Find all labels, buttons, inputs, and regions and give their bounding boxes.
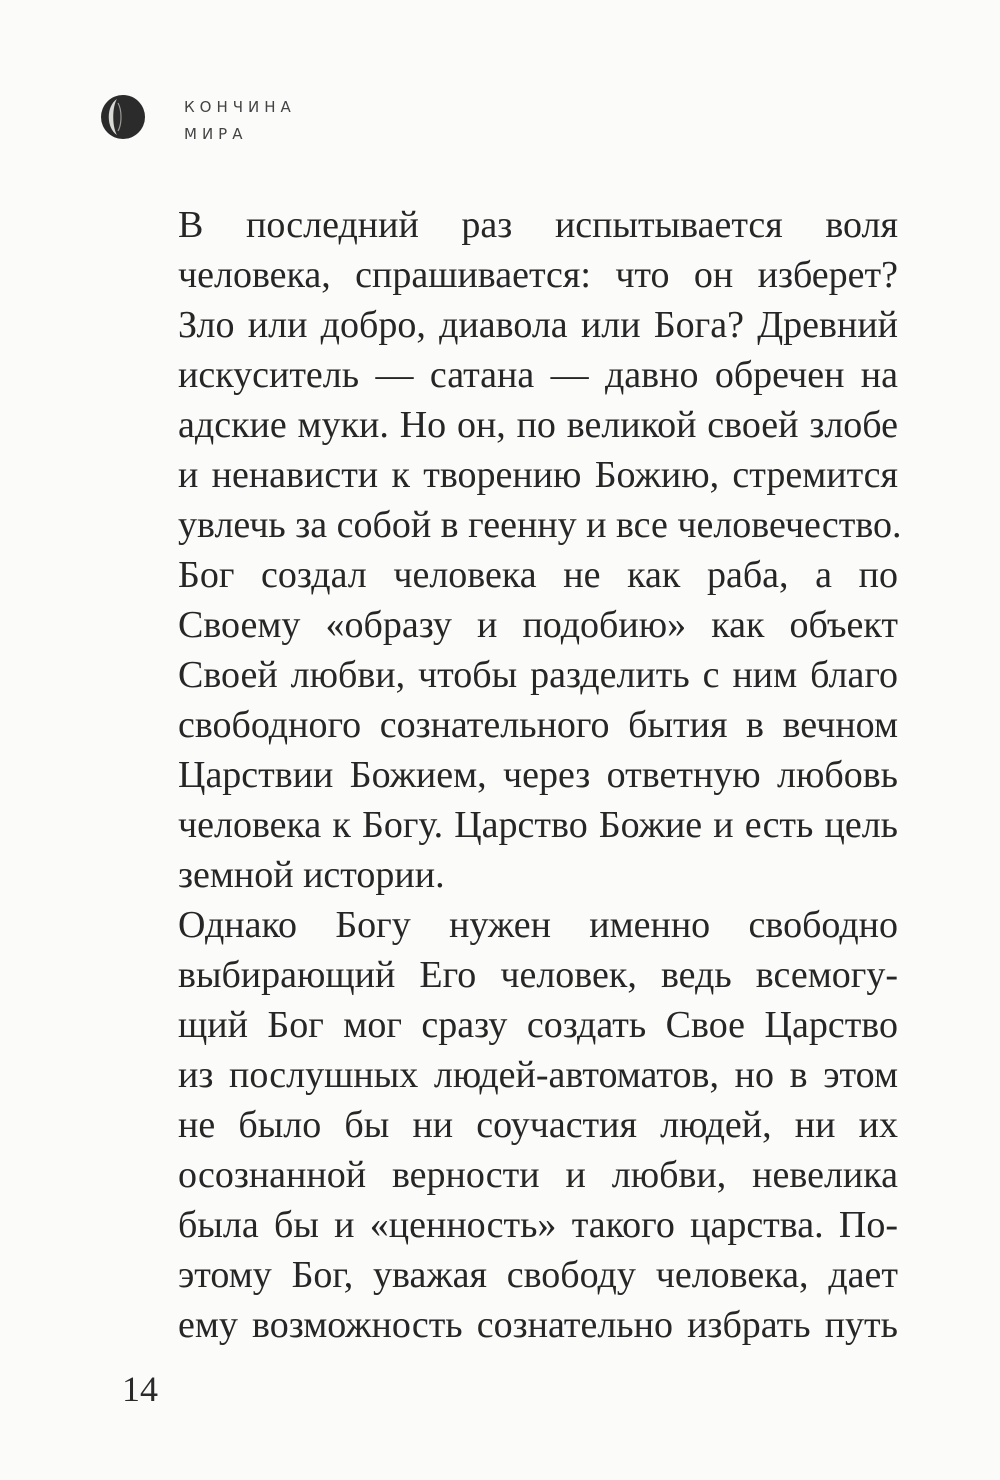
text-line: искуситель — сатана — давно обречен на: [178, 354, 898, 396]
paragraph-1: [122, 200, 902, 550]
text-line: Однако Богу нужен именно свободно: [178, 904, 898, 946]
text-line: этому Бог, уважая свободу человека, дает: [178, 1254, 898, 1296]
text-line: Царствии Божием, через ответную любовь: [178, 754, 898, 796]
text-line: адские муки. Но он, по великой своей злобе: [178, 404, 898, 446]
text-line: была бы и «ценность» такого царства. По-: [178, 1204, 898, 1246]
running-title-line-2: МИРА: [184, 125, 248, 143]
page-number: 14: [122, 1369, 158, 1409]
text-line: выбирающий Его человек, ведь всемогу-: [178, 954, 898, 996]
body-text: [122, 200, 902, 1350]
text-line: свободного сознательного бытия в вечном: [178, 704, 898, 746]
text-line: Своей любви, чтобы разделить с ним благо: [178, 654, 898, 696]
text-line: человека к Богу. Царство Божие и есть цель: [178, 804, 898, 846]
text-line: и ненависти к творению Божию, стремится: [178, 454, 898, 496]
text-line: Бог создал человека не как раба, а по: [178, 554, 898, 596]
text-line: земной истории.: [178, 854, 445, 896]
text-line: щий Бог мог сразу создать Свое Царство: [178, 1004, 898, 1046]
running-title: [184, 94, 296, 148]
paragraph-2: [122, 550, 898, 900]
text-line: из послушных людей-автоматов, но в этом: [178, 1054, 898, 1096]
eclipse-circle-icon: [100, 94, 146, 140]
text-line: человека, спрашивается: что он изберет?: [178, 254, 898, 296]
text-line: ему возможность сознательно избрать путь: [178, 1304, 898, 1346]
paragraph-3: [122, 900, 898, 1350]
text-line: Своему «образу и подобию» как объект: [178, 604, 898, 646]
running-title-line-1: КОНЧИНА: [184, 98, 296, 116]
text-line: осознанной верности и любви, невелика: [178, 1154, 898, 1196]
text-line: Зло или добро, диавола или Бога? Древний: [178, 304, 898, 346]
text-line: не было бы ни соучастия людей, ни их: [178, 1104, 898, 1146]
text-line: В последний раз испытывается воля: [178, 204, 898, 246]
text-line: увлечь за собой в геенну и все человечество.: [178, 504, 902, 546]
